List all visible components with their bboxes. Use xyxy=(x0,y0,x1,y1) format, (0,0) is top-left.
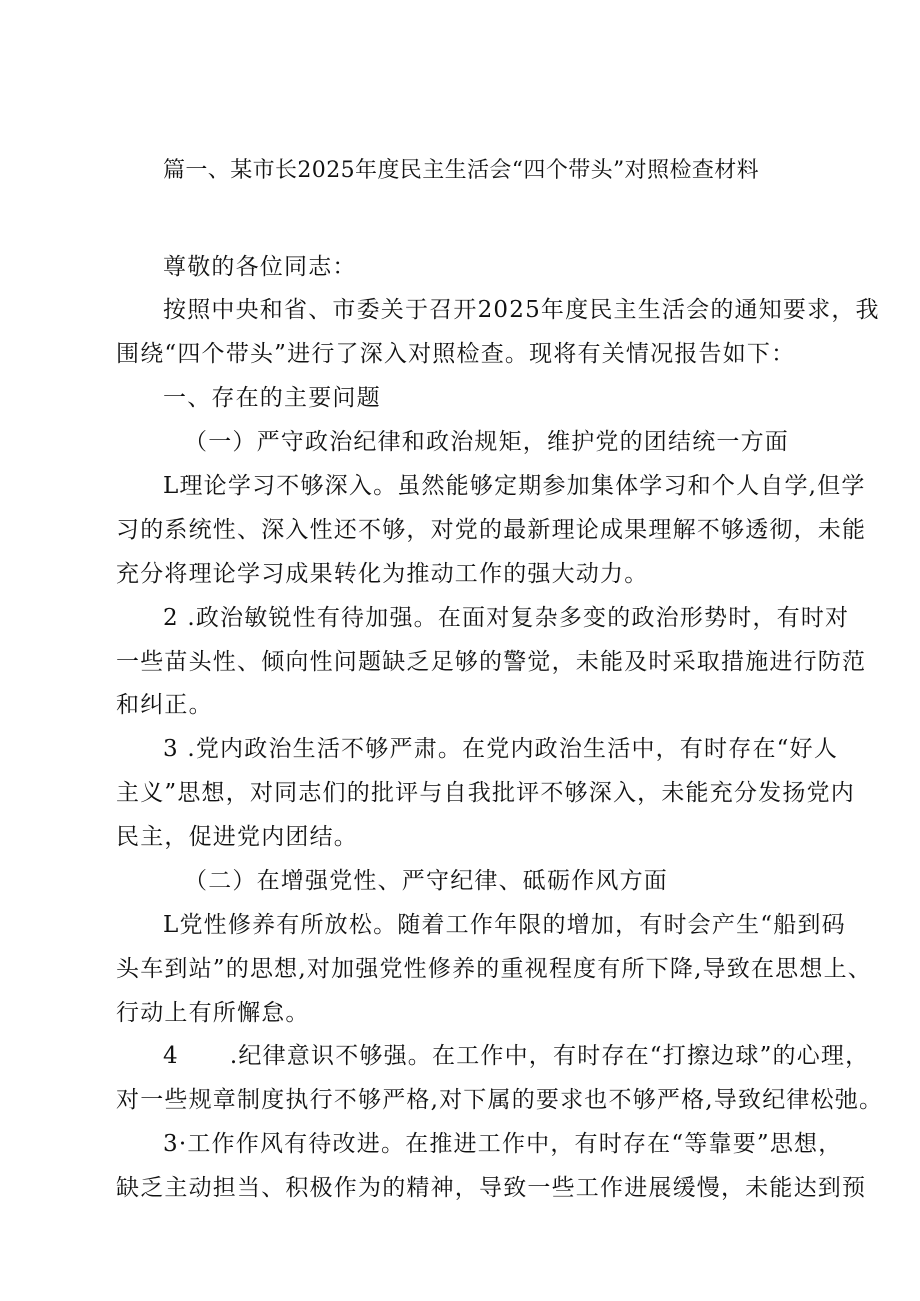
paragraph-line: 3 .党内政治生活不够严肃。在党内政治生活中，有时存在“好人 xyxy=(163,736,839,762)
paragraph-line: 行动上有所懈怠。 xyxy=(116,1000,310,1026)
paragraph-line: 对一些规章制度执行不够严格,对下属的要求也不够严格,导致纪律松弛。 xyxy=(116,1087,884,1113)
paragraph-line: 习的系统性、深入性还不够，对党的最新理论成果理解不够透彻，未能 xyxy=(116,517,867,543)
paragraph-line: 2 .政治敏锐性有待加强。在面对复杂多变的政治形势时，有时对 xyxy=(163,605,850,631)
paragraph-line: 缺乏主动担当、积极作为的精神，导致一些工作进展缓慢，未能达到预 xyxy=(116,1175,867,1201)
paragraph-line: 主义”思想，对同志们的批评与自我批评不够深入，未能充分发扬党内 xyxy=(116,780,855,806)
paragraph-line: 4 .纪律意识不够强。在工作中，有时存在“打擦边球”的心理， xyxy=(163,1043,870,1069)
subsection-heading: （二）在增强党性、严守纪律、砥砺作风方面 xyxy=(184,868,668,894)
paragraph-line: L党性修养有所放松。随着工作年限的增加，有时会产生“船到码 xyxy=(163,912,846,938)
paragraph-line: 头车到站”的思想,对加强党性修养的重视程度有所下降,导致在思想上、 xyxy=(116,956,872,982)
paragraph-line: L理论学习不够深入。虽然能够定期参加集体学习和个人自学,但学 xyxy=(163,473,866,499)
subsection-heading: （一）严守政治纪律和政治规矩，维护党的团结统一方面 xyxy=(184,429,789,455)
paragraph-line: 充分将理论学习成果转化为推动工作的强大动力。 xyxy=(116,561,649,587)
paragraph-line: 和纠正。 xyxy=(116,692,213,718)
paragraph-line: 围绕“四个带头”进行了深入对照检查。现将有关情况报告如下： xyxy=(116,341,796,367)
section-heading: 一、存在的主要问题 xyxy=(163,385,381,411)
salutation: 尊敬的各位同志： xyxy=(163,254,357,280)
document-title: 篇一、某市长2025年度民主生活会“四个带头”对照检查材料 xyxy=(163,158,760,183)
paragraph-line: 3·工作作风有待改进。在推进工作中，有时存在“等靠要”思想， xyxy=(163,1131,843,1157)
paragraph-line: 一些苗头性、倾向性问题缺乏足够的警觉，未能及时采取措施进行防范 xyxy=(116,649,867,675)
paragraph-line: 民主，促进党内团结。 xyxy=(116,824,358,850)
paragraph-line: 按照中央和省、市委关于召开2025年度民主生活会的通知要求，我 xyxy=(163,297,880,323)
